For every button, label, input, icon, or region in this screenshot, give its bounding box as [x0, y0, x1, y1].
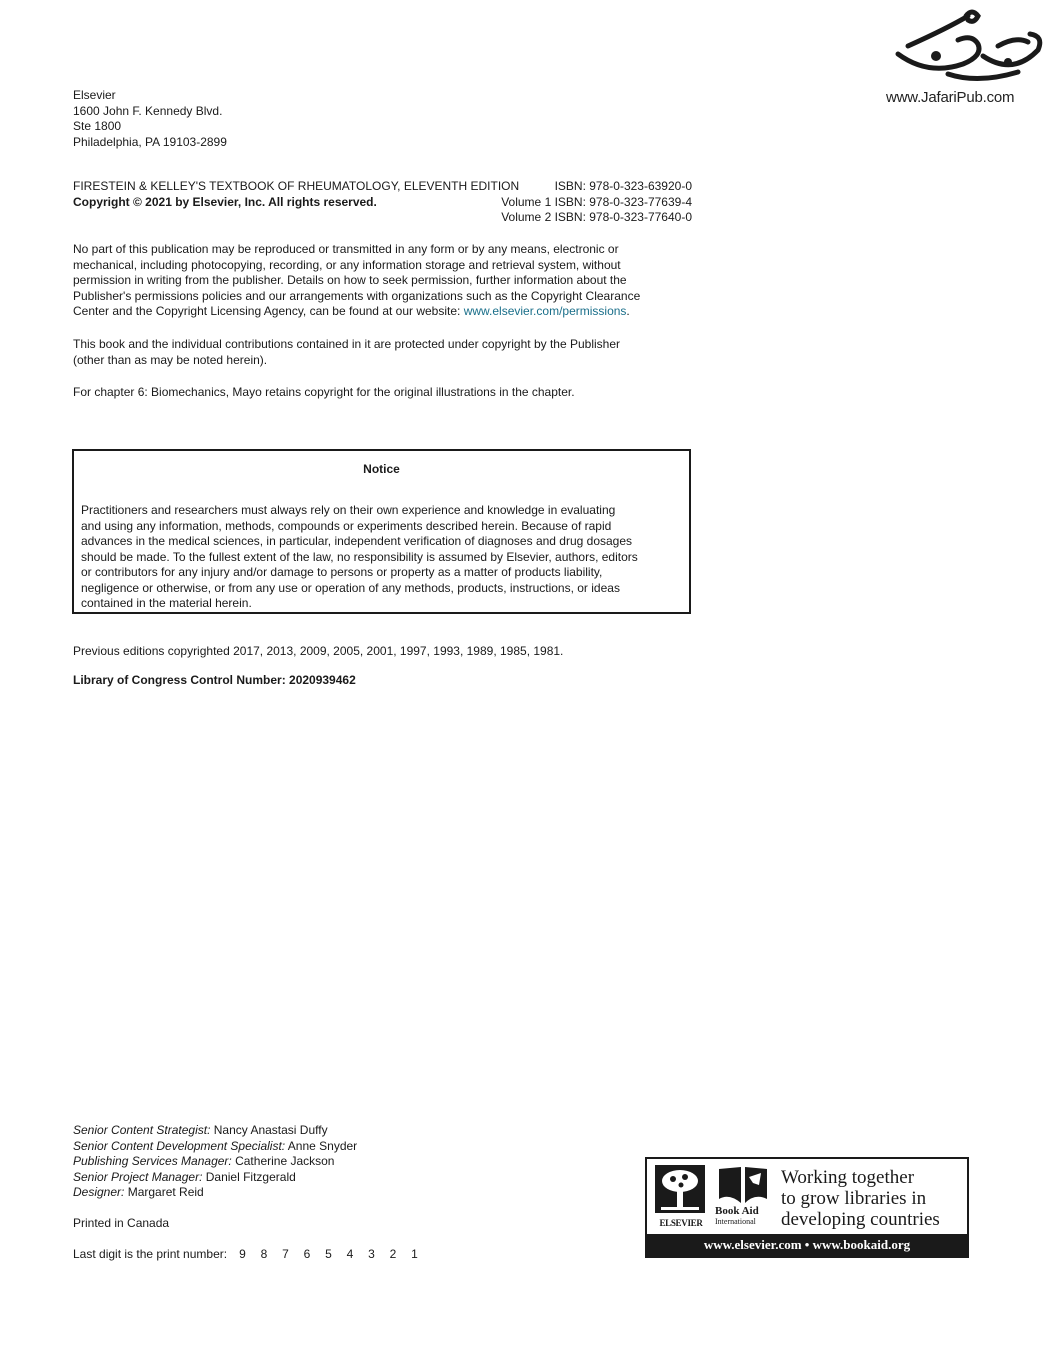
paragraph-line: permission in writing from the publisher. Details on how to seek permission, further information about the — [73, 273, 627, 287]
credit-line — [73, 1154, 357, 1170]
printed-in: Printed in Canada — [73, 1216, 170, 1230]
credit-line — [73, 1185, 357, 1201]
print-number-label: Last digit is the print number: — [73, 1247, 228, 1261]
credit-role: Senior Content Strategist: — [73, 1123, 211, 1137]
credit-line — [73, 1170, 357, 1186]
print-digit: 5 — [325, 1247, 332, 1261]
credit-name: Anne Snyder — [287, 1138, 358, 1153]
previous-editions: Previous editions copyrighted 2017, 2013, 2009, 2005, 2001, 1997, 1993, 1989, 1985, 1981. — [73, 644, 564, 658]
bookaid-sub: International — [715, 1217, 756, 1226]
credit-name: Catherine Jackson — [235, 1154, 335, 1168]
book-title: FIRESTEIN & KELLEY'S TEXTBOOK OF RHEUMATOLOGY, ELEVENTH EDITION — [73, 179, 520, 193]
address-line: Ste 1800 — [73, 119, 122, 133]
chapter-note-text: For chapter 6: Biomechanics, Mayo retains copyright for the original illustrations in the chapter. — [73, 385, 575, 399]
paragraph-line: Publisher's permissions policies and our arrangements with organizations such as the Copyright Clearance — [73, 288, 641, 303]
notice-box — [72, 449, 691, 614]
notice-title: Notice — [363, 462, 400, 476]
credit-line — [73, 1139, 357, 1155]
protection-paragraph — [73, 337, 693, 368]
notice-line: or contributors for any injury and/or damage to persons or property as a matter of products liability, — [81, 565, 603, 579]
paragraph-text: . — [626, 304, 630, 318]
bookaid-urls: www.elsevier.com • www.bookaid.org — [647, 1234, 967, 1256]
credit-name: Daniel Fitzgerald — [205, 1169, 296, 1184]
notice-line: advances in the medical sciences, in particular, independent verification of diagnoses and drug dosages — [81, 534, 633, 548]
credit-name: Margaret Reid — [127, 1185, 204, 1199]
notice-line: and using any information, methods, compounds or experiments described herein. Because of rapid — [81, 518, 612, 533]
credit-role: Senior Project Manager: — [73, 1169, 203, 1184]
notice-line: Practitioners and researchers must always rely on their own experience and knowledge in evaluating — [81, 503, 616, 517]
isbn-volume-2: Volume 2 ISBN: 978-0-323-77640-0 — [501, 210, 692, 224]
credit-name: Nancy Anastasi Duffy — [213, 1123, 328, 1137]
bookaid-name: Book Aid — [715, 1205, 759, 1217]
paragraph-line: (other than as may be noted herein). — [73, 352, 268, 367]
credit-role: Designer: — [73, 1185, 125, 1199]
publisher-watermark — [880, 6, 1052, 110]
isbn-main: ISBN: 978-0-323-63920-0 — [554, 179, 692, 193]
permissions-link[interactable]: www.elsevier.com/permissions — [463, 304, 627, 318]
notice-line: contained in the material herein. — [81, 596, 252, 610]
print-digit: 7 — [282, 1247, 289, 1261]
print-number-digits — [239, 1247, 433, 1261]
lccn: Library of Congress Control Number: 2020939462 — [73, 673, 356, 687]
bookaid-logo — [645, 1157, 969, 1258]
bookaid-tagline — [781, 1167, 940, 1230]
credit-role: Publishing Services Manager: — [73, 1154, 232, 1168]
isbn-volume-1: Volume 1 ISBN: 978-0-323-77639-4 — [501, 194, 692, 209]
notice-text — [81, 503, 681, 612]
print-digit: 9 — [239, 1247, 246, 1261]
isbn-block — [496, 179, 692, 226]
watermark-url: www.JafariPub.com — [886, 89, 1015, 106]
elsevier-label: ELSEVIER — [659, 1218, 703, 1228]
bookaid-emblem-icon — [715, 1163, 771, 1207]
credits-list — [73, 1123, 357, 1201]
notice-line: should be made. To the fullest extent of the law, no responsibility is assumed by Elsevier, authors, editors — [81, 549, 638, 564]
credit-role: Senior Content Development Specialist: — [73, 1138, 286, 1153]
address-line: Elsevier — [73, 88, 116, 102]
tagline-line: Working together — [781, 1167, 915, 1188]
notice-line: negligence or otherwise, or from any use or operation of any methods, products, instructions, or ideas — [81, 580, 620, 595]
address-line: 1600 John F. Kennedy Blvd. — [73, 103, 223, 118]
print-digit: 1 — [411, 1247, 418, 1261]
chapter-note — [73, 385, 693, 401]
rights-paragraph — [73, 242, 693, 320]
paragraph-line — [73, 304, 693, 320]
bookaid-logo-top — [647, 1159, 967, 1235]
print-number-line — [73, 1247, 433, 1263]
print-digit: 8 — [260, 1247, 268, 1261]
bookaid-label — [715, 1206, 775, 1226]
elsevier-tree-icon — [653, 1163, 713, 1219]
credit-line — [73, 1123, 357, 1139]
calligraphy-logo-icon — [888, 6, 1048, 88]
tagline-line: developing countries — [781, 1209, 940, 1230]
paragraph-line: No part of this publication may be reproduced or transmitted in any form or by any means, electronic or — [73, 242, 619, 256]
publisher-address — [73, 88, 227, 150]
print-digit: 3 — [368, 1247, 375, 1261]
copyright-line: Copyright © 2021 by Elsevier, Inc. All rights reserved. — [73, 194, 377, 209]
paragraph-line: This book and the individual contributions contained in it are protected under copyright by the Publisher — [73, 337, 621, 351]
paragraph-line: mechanical, including photocopying, recording, or any information storage and retrieval system, without — [73, 257, 621, 272]
print-digit: 6 — [303, 1247, 311, 1261]
address-line: Philadelphia, PA 19103-2899 — [73, 134, 227, 149]
paragraph-text: Center and the Copyright Licensing Agency, can be found at our website: — [73, 304, 464, 318]
print-digit: 2 — [389, 1247, 397, 1261]
tagline-line: to grow libraries in — [781, 1188, 927, 1209]
print-digit: 4 — [346, 1247, 354, 1261]
